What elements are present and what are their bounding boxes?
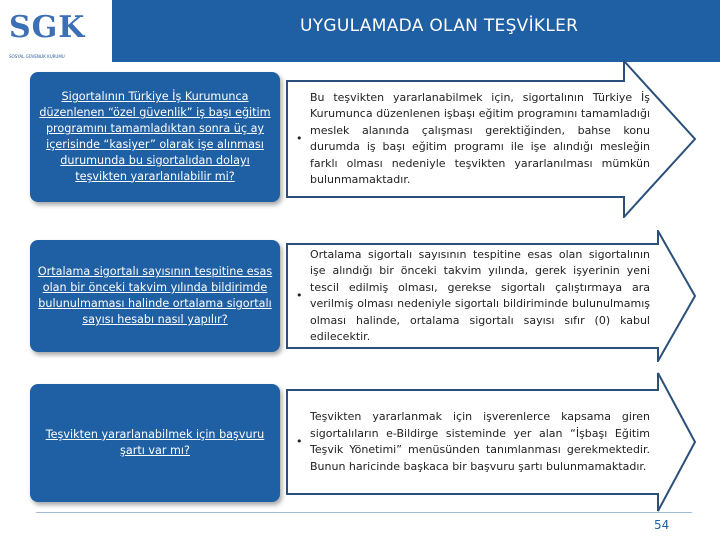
footer-divider bbox=[36, 512, 692, 513]
question-box-3 bbox=[30, 384, 280, 502]
question-text-3: Teşvikten yararlanabilmek için başvuru şartı var mı? bbox=[45, 428, 265, 457]
question-box-1 bbox=[30, 72, 280, 202]
page-title: UYGULAMADA OLAN TEŞVİKLER bbox=[300, 16, 579, 36]
question-text-2: Ortalama sigortalı sayısının tespitine esas olan bir önceki takvim yılında bildirimde bulunulmaması halinde ortalama sigortalı sayısı hesabı nasıl yapılır? bbox=[37, 265, 273, 326]
answer-text-3: • Teşvikten yararlanmak için işverenlerce kapsama giren sigortalıların e-Bildirge sisteminde yer alan “İşbaşı Eğitim Teşvik Yönetimi” menüsünden tanımlanması gerekmektedir. Bunun haricinde başkaca bir başvuru şartı bulunmamaktadır. bbox=[296, 410, 650, 473]
logo-text: SGK bbox=[9, 10, 86, 45]
answer-text-1: • Bu teşvikten yararlanabilmek için, sigortalının Türkiye İş Kurumunca düzenlenen işbaşı eğitim programını tamamladığı meslek alanında çalışması gerektiğinden, bahse konu durumda iş başı eğitim programı ile işe alındığı mesleğin farklı olması nedeniyle teşvikten yararlanılması mümkün bulunmamaktadır. bbox=[296, 90, 650, 186]
answer-arrow-2 bbox=[286, 230, 696, 362]
question-box-2 bbox=[30, 240, 280, 352]
answer-text-2: • Ortalama sigortalı sayısının tespitine esas olan sigortalının işe alındığı bir önceki takvim yılında, gerek işyerinin yeni tescil edilmiş olması, gerekse sigortalı çalıştırmaya ara verilmiş olması nedeniyle sigortalı bildiriminde bulunulmamış olması halinde, ortalama sigortalı sayısı sıfır (0) kabul edilecektir. bbox=[296, 247, 650, 343]
answer-arrow-1 bbox=[286, 60, 696, 218]
bullet-icon: • bbox=[296, 288, 303, 302]
logo bbox=[0, 0, 112, 72]
page-number: 54 bbox=[654, 518, 670, 532]
bullet-icon: • bbox=[296, 131, 303, 145]
answer-arrow-3 bbox=[286, 372, 696, 512]
header-bar bbox=[0, 0, 720, 62]
question-text-1: Sigortalının Türkiye İş Kurumunca düzenlenen “özel güvenlik” iş başı eğitim programını tamamladıktan sonra üç ay içerisinde “kasiyer” olarak işe alınması durumunda bu sigortalıdan dolayı teşvikten yararlanılabilir mi? bbox=[39, 90, 271, 183]
bullet-icon: • bbox=[296, 434, 303, 448]
logo-subtitle: SOSYAL GÜVENLİK KURUMU bbox=[9, 54, 65, 59]
